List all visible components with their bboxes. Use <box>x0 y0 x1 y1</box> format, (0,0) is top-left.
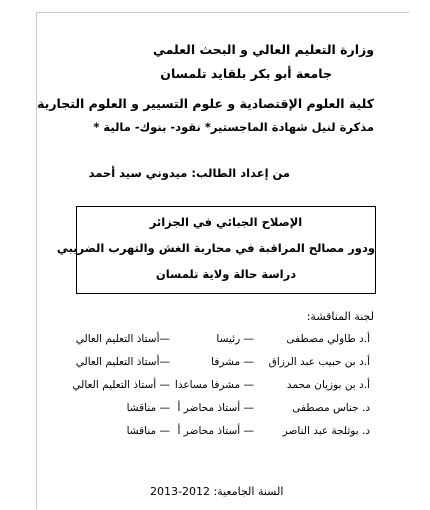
member-role: — رئيسا <box>216 333 254 345</box>
member-title: —أستاذ التعليم العالي <box>75 356 170 368</box>
committee-row <box>58 425 370 439</box>
member-title: —أستاذ التعليم العالي <box>75 333 170 345</box>
thesis-title-line-2: ودور مصالح المراقبة في محاربة الغش والتهرب الضريبي <box>56 241 375 255</box>
ministry-heading: وزارة التعليم العالي و البحث العلمي <box>152 42 374 57</box>
member-title: — مناقشا <box>126 402 170 414</box>
member-role: — مشرفا <box>211 356 254 368</box>
thesis-title-line-3: دراسة حالة ولاية تلمسان <box>155 267 297 281</box>
committee-row <box>58 356 370 370</box>
author-line: من إعداد الطالب: ميدوني سيد أحمد <box>88 166 290 180</box>
member-name: أ.د طاولي مصطفى <box>286 333 370 345</box>
member-name: أ.د بن بوزيان محمد <box>286 379 370 391</box>
committee-row <box>58 379 370 393</box>
member-name: أ.د بن حبيب عبد الرزاق <box>268 356 370 368</box>
member-name: د. جناس مصطفى <box>292 402 370 414</box>
thesis-title-line-1: الإصلاح الجبائي في الجزائر <box>149 215 303 229</box>
faculty-heading: كلية العلوم الإقتصادية و علوم التسيير و العلوم التجارية <box>37 96 374 111</box>
member-role: — أستاذ محاضر أ <box>177 425 254 437</box>
committee-row <box>58 333 370 347</box>
member-role: — مشرفا مساعدا <box>174 379 254 391</box>
thesis-title-box <box>56 206 376 294</box>
committee-row <box>58 402 370 416</box>
member-title: — مناقشا <box>126 425 170 437</box>
member-title: — أستاذ التعليم العالي <box>72 379 170 391</box>
member-name: د. بوثلجة عبد الناصر <box>282 425 370 437</box>
memo-heading: مذكرة لنيل شهادة الماجستير* نقود- بنوك- مالية * <box>93 120 374 134</box>
member-role: — أستاذ محاضر أ <box>177 402 254 414</box>
university-heading: جامعة أبو بكر بلقايد تلمسان <box>160 66 332 81</box>
academic-year: السنة الجامعية: 2012-2013 <box>150 485 284 498</box>
committee-heading: لجنة المناقشة: <box>306 310 374 323</box>
